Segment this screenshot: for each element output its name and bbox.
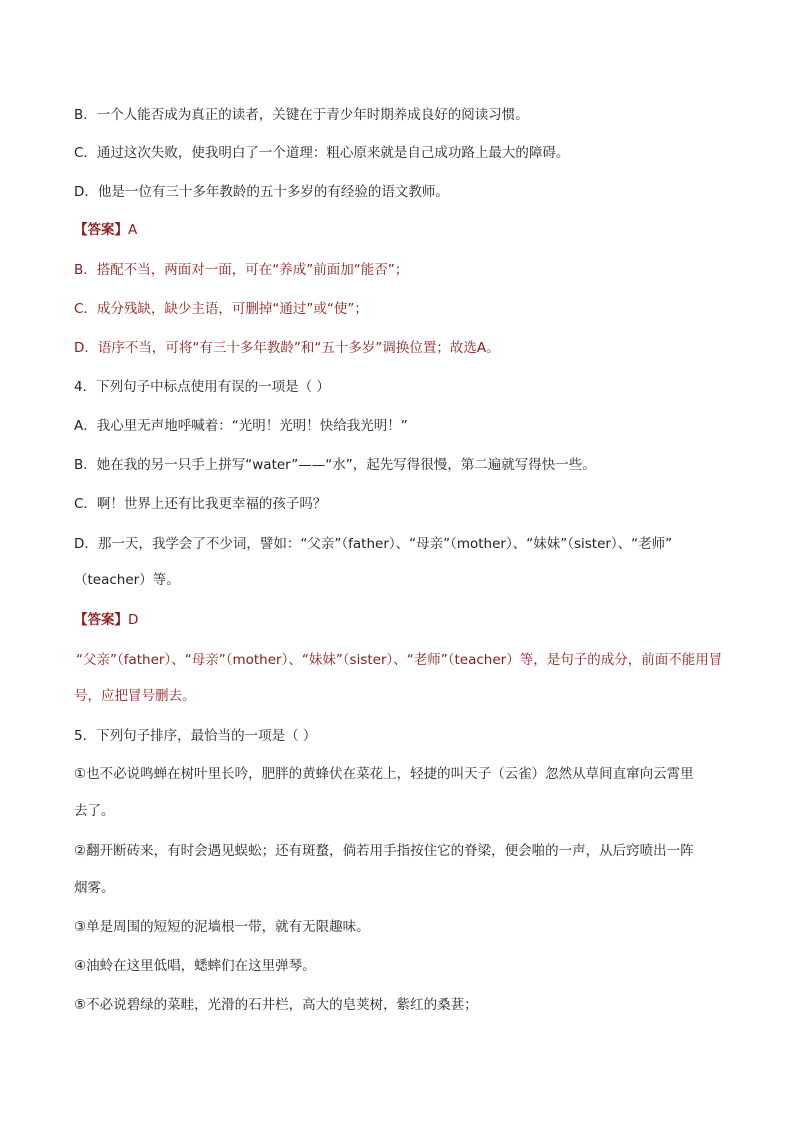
q4-answer bbox=[74, 611, 734, 629]
q3-option-c: C．通过这次失败，使我明白了一个道理：粗心原来就是自己成功路上最大的障碍。 bbox=[74, 145, 570, 161]
q5-sentence-3: ③单是周围的短短的泥墙根一带，就有无限趣味。 bbox=[74, 919, 370, 935]
q4-answer-label: 【答案】 bbox=[74, 612, 128, 628]
q3-answer-value: A bbox=[128, 222, 138, 238]
q4-explanation-line2: 号，应把冒号删去。 bbox=[74, 688, 196, 704]
q5-sentence-4: ④油蛉在这里低唱，蟋蟀们在这里弹琴。 bbox=[74, 958, 316, 974]
q5-sentence-1-line1: ①也不必说鸣蝉在树叶里长吟，肥胖的黄蜂伏在菜花上，轻捷的叫天子（云雀）忽然从草间直窜向云霄里 bbox=[74, 766, 694, 782]
q4-explanation-line1: “父亲”（father）、“母亲”（mother）、“妹妹”（sister）、“老师”（teacher）等，是句子的成分，前面不能用冒 bbox=[76, 652, 723, 668]
q4-option-d-line2: （teacher）等。 bbox=[74, 572, 180, 588]
q4-option-c: C．啊！世界上还有比我更幸福的孩子吗？ bbox=[74, 496, 327, 512]
q3-explanation-d: D．语序不当，可将“有三十多年教龄”和“五十多岁”调换位置；故选A。 bbox=[74, 340, 500, 356]
q4-answer-value: D bbox=[128, 612, 139, 628]
q4-option-d-line1: D．那一天，我学会了不少词，譬如：“父亲”（father）、“母亲”（mother）、“妹妹”（sister）、“老师” bbox=[74, 536, 673, 552]
q5-sentence-2-line1: ②翻开断砖来，有时会遇见蜈蚣；还有斑蝥，倘若用手指按住它的脊梁，便会啪的一声，从后窍喷出一阵 bbox=[74, 843, 694, 859]
q3-explanation-c: C．成分残缺，缺少主语，可删掉“通过”或“使”； bbox=[74, 301, 368, 317]
q3-answer bbox=[74, 221, 734, 239]
q3-option-b: B．一个人能否成为真正的读者，关键在于青少年时期养成良好的阅读习惯。 bbox=[74, 107, 529, 123]
q3-answer-label: 【答案】 bbox=[74, 222, 128, 238]
q4-option-a: A．我心里无声地呼喊着：“光明！光明！快给我光明！” bbox=[74, 418, 408, 434]
q5-sentence-2-line2: 烟雾。 bbox=[74, 880, 115, 896]
q4-stem: 4．下列句子中标点使用有误的一项是（ ） bbox=[74, 379, 330, 395]
q3-option-d: D．他是一位有三十多年教龄的五十多岁的有经验的语文教师。 bbox=[74, 184, 449, 200]
q5-stem: 5．下列句子排序，最恰当的一项是（ ） bbox=[74, 728, 317, 744]
q4-option-b: B．她在我的另一只手上拼写“water”——“水”，起先写得很慢，第二遍就写得快一些。 bbox=[74, 457, 596, 473]
q5-sentence-1-line2: 去了。 bbox=[74, 803, 115, 819]
q5-sentence-5: ⑤不必说碧绿的菜畦，光滑的石井栏，高大的皂荚树，紫红的桑葚； bbox=[74, 997, 478, 1013]
q3-explanation-b: B．搭配不当，两面对一面，可在“养成”前面加“能否”； bbox=[74, 262, 409, 278]
